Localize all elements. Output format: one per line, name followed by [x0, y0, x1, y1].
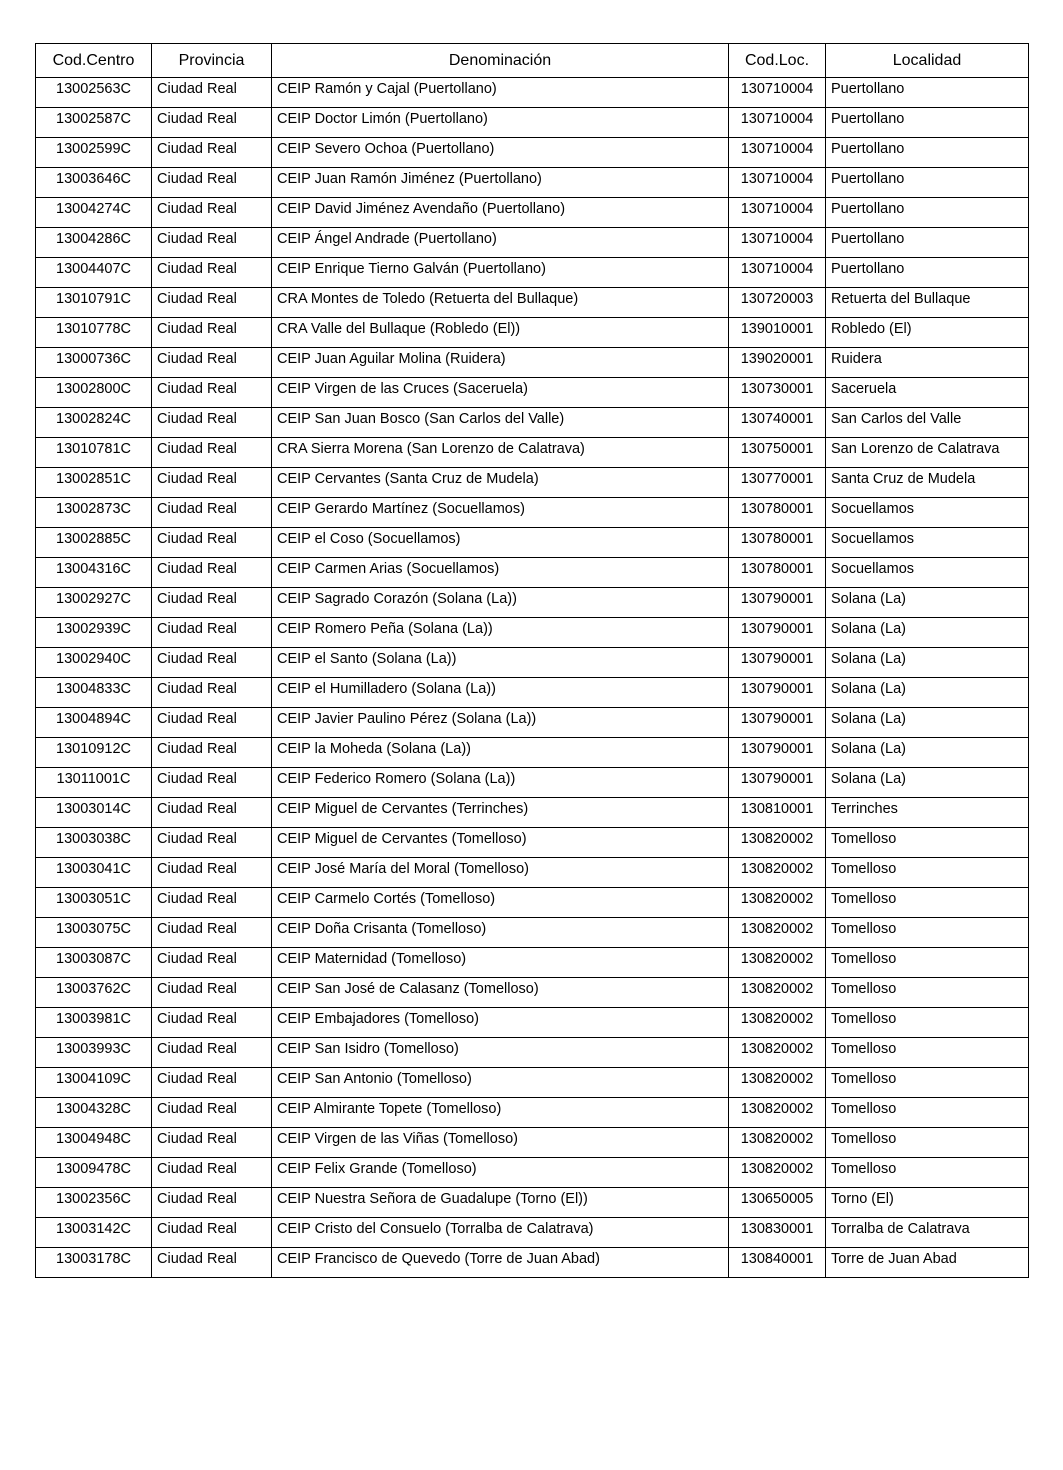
cod-centro-cell: 13004274C	[36, 198, 152, 228]
table-row	[36, 288, 1029, 318]
header-provincia: Provincia	[152, 44, 272, 78]
cod-loc-cell: 130820002	[729, 1158, 826, 1188]
provincia-cell: Ciudad Real	[152, 978, 272, 1008]
provincia-cell: Ciudad Real	[152, 408, 272, 438]
cod-centro-cell: 13004948C	[36, 1128, 152, 1158]
cod-loc-cell: 130750001	[729, 438, 826, 468]
localidad-cell: Solana (La)	[826, 588, 1029, 618]
provincia-cell: Ciudad Real	[152, 738, 272, 768]
table-row	[36, 78, 1029, 108]
provincia-cell: Ciudad Real	[152, 528, 272, 558]
localidad-cell: Torre de Juan Abad	[826, 1248, 1029, 1278]
provincia-cell: Ciudad Real	[152, 318, 272, 348]
table-row	[36, 918, 1029, 948]
localidad-cell: Puertollano	[826, 108, 1029, 138]
provincia-cell: Ciudad Real	[152, 258, 272, 288]
cod-loc-cell: 130820002	[729, 1038, 826, 1068]
cod-centro-cell: 13003051C	[36, 888, 152, 918]
header-row	[36, 44, 1029, 78]
cod-centro-cell: 13003981C	[36, 1008, 152, 1038]
provincia-cell: Ciudad Real	[152, 648, 272, 678]
localidad-cell: Solana (La)	[826, 678, 1029, 708]
header-localidad: Localidad	[826, 44, 1029, 78]
provincia-cell: Ciudad Real	[152, 498, 272, 528]
localidad-cell: Tomelloso	[826, 1128, 1029, 1158]
table-row	[36, 468, 1029, 498]
cod-loc-cell: 130820002	[729, 918, 826, 948]
provincia-cell: Ciudad Real	[152, 168, 272, 198]
provincia-cell: Ciudad Real	[152, 1158, 272, 1188]
denominacion-cell: CEIP Miguel de Cervantes (Tomelloso)	[272, 828, 729, 858]
denominacion-cell: CEIP Almirante Topete (Tomelloso)	[272, 1098, 729, 1128]
table-row	[36, 1038, 1029, 1068]
provincia-cell: Ciudad Real	[152, 858, 272, 888]
localidad-cell: Retuerta del Bullaque	[826, 288, 1029, 318]
localidad-cell: Tomelloso	[826, 858, 1029, 888]
header-denominacion: Denominación	[272, 44, 729, 78]
provincia-cell: Ciudad Real	[152, 228, 272, 258]
table-row	[36, 198, 1029, 228]
cod-centro-cell: 13004286C	[36, 228, 152, 258]
denominacion-cell: CEIP Virgen de las Cruces (Saceruela)	[272, 378, 729, 408]
provincia-cell: Ciudad Real	[152, 1098, 272, 1128]
table-header	[36, 44, 1029, 78]
table-row	[36, 558, 1029, 588]
denominacion-cell: CEIP Cervantes (Santa Cruz de Mudela)	[272, 468, 729, 498]
cod-loc-cell: 130650005	[729, 1188, 826, 1218]
cod-loc-cell: 139020001	[729, 348, 826, 378]
table-row	[36, 1008, 1029, 1038]
denominacion-cell: CEIP Juan Aguilar Molina (Ruidera)	[272, 348, 729, 378]
cod-loc-cell: 139010001	[729, 318, 826, 348]
table-row	[36, 1068, 1029, 1098]
provincia-cell: Ciudad Real	[152, 1248, 272, 1278]
localidad-cell: Tomelloso	[826, 1068, 1029, 1098]
cod-centro-cell: 13003646C	[36, 168, 152, 198]
table-row	[36, 978, 1029, 1008]
denominacion-cell: CEIP el Humilladero (Solana (La))	[272, 678, 729, 708]
cod-loc-cell: 130780001	[729, 558, 826, 588]
table-row	[36, 858, 1029, 888]
denominacion-cell: CEIP Juan Ramón Jiménez (Puertollano)	[272, 168, 729, 198]
localidad-cell: Tomelloso	[826, 948, 1029, 978]
table-row	[36, 1098, 1029, 1128]
denominacion-cell: CEIP Doctor Limón (Puertollano)	[272, 108, 729, 138]
localidad-cell: Santa Cruz de Mudela	[826, 468, 1029, 498]
denominacion-cell: CEIP Sagrado Corazón (Solana (La))	[272, 588, 729, 618]
localidad-cell: Robledo (El)	[826, 318, 1029, 348]
table-row	[36, 348, 1029, 378]
localidad-cell: Socuellamos	[826, 498, 1029, 528]
provincia-cell: Ciudad Real	[152, 678, 272, 708]
denominacion-cell: CEIP Ángel Andrade (Puertollano)	[272, 228, 729, 258]
denominacion-cell: CRA Valle del Bullaque (Robledo (El))	[272, 318, 729, 348]
table-row	[36, 738, 1029, 768]
cod-loc-cell: 130790001	[729, 618, 826, 648]
table-row	[36, 768, 1029, 798]
provincia-cell: Ciudad Real	[152, 108, 272, 138]
provincia-cell: Ciudad Real	[152, 198, 272, 228]
cod-loc-cell: 130710004	[729, 168, 826, 198]
localidad-cell: Puertollano	[826, 258, 1029, 288]
denominacion-cell: CEIP la Moheda (Solana (La))	[272, 738, 729, 768]
cod-loc-cell: 130820002	[729, 978, 826, 1008]
cod-centro-cell: 13002939C	[36, 618, 152, 648]
provincia-cell: Ciudad Real	[152, 588, 272, 618]
cod-loc-cell: 130710004	[729, 138, 826, 168]
cod-loc-cell: 130790001	[729, 738, 826, 768]
table-body	[36, 78, 1029, 1278]
table-row	[36, 1188, 1029, 1218]
cod-loc-cell: 130810001	[729, 798, 826, 828]
denominacion-cell: CEIP Felix Grande (Tomelloso)	[272, 1158, 729, 1188]
provincia-cell: Ciudad Real	[152, 798, 272, 828]
table-row	[36, 318, 1029, 348]
table-row	[36, 588, 1029, 618]
table-row	[36, 378, 1029, 408]
denominacion-cell: CEIP Federico Romero (Solana (La))	[272, 768, 729, 798]
denominacion-cell: CEIP Francisco de Quevedo (Torre de Juan Abad)	[272, 1248, 729, 1278]
localidad-cell: Tomelloso	[826, 1098, 1029, 1128]
cod-loc-cell: 130710004	[729, 198, 826, 228]
cod-loc-cell: 130820002	[729, 828, 826, 858]
denominacion-cell: CEIP Carmen Arias (Socuellamos)	[272, 558, 729, 588]
header-cod-loc: Cod.Loc.	[729, 44, 826, 78]
provincia-cell: Ciudad Real	[152, 768, 272, 798]
cod-loc-cell: 130790001	[729, 648, 826, 678]
table-row	[36, 618, 1029, 648]
cod-centro-cell: 13002940C	[36, 648, 152, 678]
cod-loc-cell: 130820002	[729, 1128, 826, 1158]
cod-centro-cell: 13004833C	[36, 678, 152, 708]
cod-loc-cell: 130820002	[729, 888, 826, 918]
provincia-cell: Ciudad Real	[152, 1038, 272, 1068]
cod-loc-cell: 130710004	[729, 108, 826, 138]
cod-centro-cell: 13010781C	[36, 438, 152, 468]
denominacion-cell: CEIP San Isidro (Tomelloso)	[272, 1038, 729, 1068]
denominacion-cell: CEIP David Jiménez Avendaño (Puertollano)	[272, 198, 729, 228]
provincia-cell: Ciudad Real	[152, 438, 272, 468]
localidad-cell: Tomelloso	[826, 1038, 1029, 1068]
denominacion-cell: CEIP Romero Peña (Solana (La))	[272, 618, 729, 648]
cod-centro-cell: 13002851C	[36, 468, 152, 498]
table-row	[36, 498, 1029, 528]
localidad-cell: Ruidera	[826, 348, 1029, 378]
cod-centro-cell: 13003087C	[36, 948, 152, 978]
provincia-cell: Ciudad Real	[152, 1218, 272, 1248]
localidad-cell: Tomelloso	[826, 918, 1029, 948]
localidad-cell: Solana (La)	[826, 738, 1029, 768]
denominacion-cell: CEIP Carmelo Cortés (Tomelloso)	[272, 888, 729, 918]
denominacion-cell: CEIP Ramón y Cajal (Puertollano)	[272, 78, 729, 108]
provincia-cell: Ciudad Real	[152, 948, 272, 978]
cod-centro-cell: 13003041C	[36, 858, 152, 888]
table-row	[36, 438, 1029, 468]
denominacion-cell: CEIP el Coso (Socuellamos)	[272, 528, 729, 558]
cod-loc-cell: 130710004	[729, 258, 826, 288]
cod-centro-cell: 13010778C	[36, 318, 152, 348]
cod-loc-cell: 130840001	[729, 1248, 826, 1278]
cod-centro-cell: 13002824C	[36, 408, 152, 438]
localidad-cell: Puertollano	[826, 138, 1029, 168]
cod-centro-cell: 13004316C	[36, 558, 152, 588]
localidad-cell: Solana (La)	[826, 648, 1029, 678]
provincia-cell: Ciudad Real	[152, 1188, 272, 1218]
denominacion-cell: CEIP José María del Moral (Tomelloso)	[272, 858, 729, 888]
localidad-cell: Torralba de Calatrava	[826, 1218, 1029, 1248]
cod-centro-cell: 13002885C	[36, 528, 152, 558]
cod-loc-cell: 130780001	[729, 528, 826, 558]
denominacion-cell: CEIP Gerardo Martínez (Socuellamos)	[272, 498, 729, 528]
localidad-cell: Puertollano	[826, 228, 1029, 258]
localidad-cell: Socuellamos	[826, 528, 1029, 558]
table-row	[36, 678, 1029, 708]
denominacion-cell: CEIP San Juan Bosco (San Carlos del Valle)	[272, 408, 729, 438]
denominacion-cell: CEIP el Santo (Solana (La))	[272, 648, 729, 678]
cod-loc-cell: 130720003	[729, 288, 826, 318]
cod-loc-cell: 130770001	[729, 468, 826, 498]
cod-centro-cell: 13002873C	[36, 498, 152, 528]
header-cod-centro: Cod.Centro	[36, 44, 152, 78]
table-row	[36, 408, 1029, 438]
cod-centro-cell: 13003762C	[36, 978, 152, 1008]
table-row	[36, 708, 1029, 738]
provincia-cell: Ciudad Real	[152, 708, 272, 738]
cod-centro-cell: 13002563C	[36, 78, 152, 108]
provincia-cell: Ciudad Real	[152, 1128, 272, 1158]
cod-loc-cell: 130820002	[729, 858, 826, 888]
cod-centro-cell: 13002927C	[36, 588, 152, 618]
provincia-cell: Ciudad Real	[152, 138, 272, 168]
cod-loc-cell: 130730001	[729, 378, 826, 408]
denominacion-cell: CRA Sierra Morena (San Lorenzo de Calatrava)	[272, 438, 729, 468]
cod-centro-cell: 13002587C	[36, 108, 152, 138]
cod-centro-cell: 13003075C	[36, 918, 152, 948]
table-row	[36, 138, 1029, 168]
table-row	[36, 1128, 1029, 1158]
cod-centro-cell: 13004894C	[36, 708, 152, 738]
table-row	[36, 1248, 1029, 1278]
provincia-cell: Ciudad Real	[152, 888, 272, 918]
cod-loc-cell: 130780001	[729, 498, 826, 528]
localidad-cell: Tomelloso	[826, 1008, 1029, 1038]
denominacion-cell: CEIP Javier Paulino Pérez (Solana (La))	[272, 708, 729, 738]
provincia-cell: Ciudad Real	[152, 1008, 272, 1038]
cod-loc-cell: 130790001	[729, 588, 826, 618]
denominacion-cell: CEIP Nuestra Señora de Guadalupe (Torno (El))	[272, 1188, 729, 1218]
localidad-cell: Puertollano	[826, 198, 1029, 228]
denominacion-cell: CEIP Severo Ochoa (Puertollano)	[272, 138, 729, 168]
provincia-cell: Ciudad Real	[152, 918, 272, 948]
localidad-cell: Solana (La)	[826, 708, 1029, 738]
cod-centro-cell: 13002599C	[36, 138, 152, 168]
cod-centro-cell: 13004328C	[36, 1098, 152, 1128]
localidad-cell: Solana (La)	[826, 618, 1029, 648]
cod-centro-cell: 13004407C	[36, 258, 152, 288]
provincia-cell: Ciudad Real	[152, 558, 272, 588]
provincia-cell: Ciudad Real	[152, 828, 272, 858]
denominacion-cell: CEIP Embajadores (Tomelloso)	[272, 1008, 729, 1038]
cod-centro-cell: 13010791C	[36, 288, 152, 318]
denominacion-cell: CEIP Enrique Tierno Galván (Puertollano)	[272, 258, 729, 288]
cod-loc-cell: 130790001	[729, 708, 826, 738]
cod-loc-cell: 130820002	[729, 1008, 826, 1038]
cod-loc-cell: 130820002	[729, 1098, 826, 1128]
cod-loc-cell: 130790001	[729, 768, 826, 798]
denominacion-cell: CEIP Doña Crisanta (Tomelloso)	[272, 918, 729, 948]
localidad-cell: Tomelloso	[826, 828, 1029, 858]
denominacion-cell: CEIP Miguel de Cervantes (Terrinches)	[272, 798, 729, 828]
cod-centro-cell: 13002356C	[36, 1188, 152, 1218]
localidad-cell: Saceruela	[826, 378, 1029, 408]
table-row	[36, 828, 1029, 858]
cod-centro-cell: 13003178C	[36, 1248, 152, 1278]
provincia-cell: Ciudad Real	[152, 1068, 272, 1098]
localidad-cell: Puertollano	[826, 168, 1029, 198]
cod-loc-cell: 130790001	[729, 678, 826, 708]
table-row	[36, 168, 1029, 198]
table-row	[36, 258, 1029, 288]
provincia-cell: Ciudad Real	[152, 618, 272, 648]
table-row	[36, 1158, 1029, 1188]
cod-loc-cell: 130740001	[729, 408, 826, 438]
cod-centro-cell: 13011001C	[36, 768, 152, 798]
provincia-cell: Ciudad Real	[152, 288, 272, 318]
localidad-cell: Torno (El)	[826, 1188, 1029, 1218]
cod-centro-cell: 13003038C	[36, 828, 152, 858]
provincia-cell: Ciudad Real	[152, 378, 272, 408]
localidad-cell: Solana (La)	[826, 768, 1029, 798]
centros-table	[35, 43, 1029, 1278]
localidad-cell: San Lorenzo de Calatrava	[826, 438, 1029, 468]
cod-centro-cell: 13004109C	[36, 1068, 152, 1098]
provincia-cell: Ciudad Real	[152, 348, 272, 378]
localidad-cell: Terrinches	[826, 798, 1029, 828]
cod-loc-cell: 130710004	[729, 228, 826, 258]
cod-centro-cell: 13009478C	[36, 1158, 152, 1188]
cod-loc-cell: 130820002	[729, 1068, 826, 1098]
table-row	[36, 798, 1029, 828]
denominacion-cell: CEIP San Antonio (Tomelloso)	[272, 1068, 729, 1098]
table-row	[36, 528, 1029, 558]
provincia-cell: Ciudad Real	[152, 78, 272, 108]
table-row	[36, 888, 1029, 918]
cod-centro-cell: 13000736C	[36, 348, 152, 378]
cod-loc-cell: 130830001	[729, 1218, 826, 1248]
cod-loc-cell: 130820002	[729, 948, 826, 978]
table-row	[36, 648, 1029, 678]
localidad-cell: Socuellamos	[826, 558, 1029, 588]
table-row	[36, 948, 1029, 978]
denominacion-cell: CEIP Virgen de las Viñas (Tomelloso)	[272, 1128, 729, 1158]
localidad-cell: Tomelloso	[826, 1158, 1029, 1188]
table-row	[36, 228, 1029, 258]
denominacion-cell: CEIP Cristo del Consuelo (Torralba de Calatrava)	[272, 1218, 729, 1248]
cod-centro-cell: 13002800C	[36, 378, 152, 408]
localidad-cell: Tomelloso	[826, 978, 1029, 1008]
cod-loc-cell: 130710004	[729, 78, 826, 108]
localidad-cell: Puertollano	[826, 78, 1029, 108]
localidad-cell: San Carlos del Valle	[826, 408, 1029, 438]
table-row	[36, 1218, 1029, 1248]
cod-centro-cell: 13010912C	[36, 738, 152, 768]
cod-centro-cell: 13003993C	[36, 1038, 152, 1068]
cod-centro-cell: 13003014C	[36, 798, 152, 828]
denominacion-cell: CRA Montes de Toledo (Retuerta del Bullaque)	[272, 288, 729, 318]
table-row	[36, 108, 1029, 138]
provincia-cell: Ciudad Real	[152, 468, 272, 498]
denominacion-cell: CEIP San José de Calasanz (Tomelloso)	[272, 978, 729, 1008]
denominacion-cell: CEIP Maternidad (Tomelloso)	[272, 948, 729, 978]
cod-centro-cell: 13003142C	[36, 1218, 152, 1248]
localidad-cell: Tomelloso	[826, 888, 1029, 918]
